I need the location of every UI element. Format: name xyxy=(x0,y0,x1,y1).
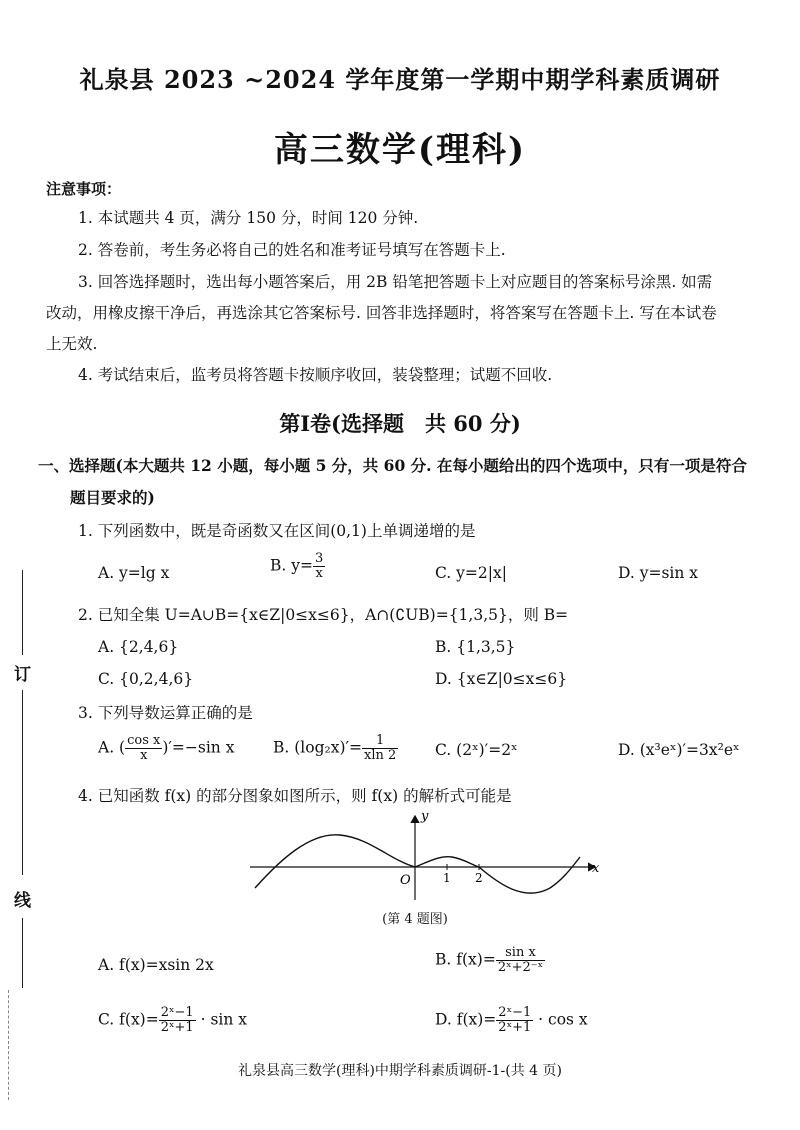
binding-line-middle xyxy=(22,690,23,875)
q3-option-a-prefix: A. ( xyxy=(98,738,126,757)
q4-option-c xyxy=(98,1006,247,1035)
notice-item: 2. 答卷前，考生务必将自己的姓名和准考证号填写在答题卡上. xyxy=(78,241,506,259)
fraction-numerator: 3 xyxy=(315,551,324,566)
fraction-denominator: xln 2 xyxy=(364,748,397,763)
q2-option-d: D. {x∈Z|0≤x≤6} xyxy=(435,670,568,688)
q4-option-b xyxy=(435,946,545,975)
q4-option-b-prefix: B. f(x)= xyxy=(435,950,496,969)
notice-item: 上无效. xyxy=(46,335,98,353)
question-4-stem: 4. 已知函数 f(x) 的部分图象如图所示，则 f(x) 的解析式可能是 xyxy=(78,787,512,805)
q1-option-b-prefix: B. y= xyxy=(270,556,313,575)
section-title: 第Ⅰ卷(选择题 共 60 分) xyxy=(279,411,521,436)
q3-option-b-prefix: B. (log₂x)′= xyxy=(273,738,363,757)
q3-option-c: C. (2ˣ)′=2ˣ xyxy=(435,741,518,759)
q1-option-b xyxy=(270,552,325,581)
origin-label: O xyxy=(400,873,411,888)
notice-heading: 注意事项： xyxy=(46,180,122,198)
q3-option-a-suffix: )′=−sin x xyxy=(162,738,235,757)
q4-option-c-prefix: C. f(x)= xyxy=(98,1010,159,1029)
section-intro: 一、选择题(本大题共 12 小题，每小题 5 分，共 60 分. 在每小题给出的四个选项中，只有一项是符合 xyxy=(38,456,747,475)
binding-line-bottom xyxy=(22,918,23,988)
q1-option-a: A. y=lg x xyxy=(98,564,170,582)
fraction-denominator: 2ˣ+1 xyxy=(160,1020,194,1035)
q3-option-a xyxy=(98,734,234,763)
fraction-numerator: 1 xyxy=(362,734,398,749)
q4-option-d-fraction xyxy=(496,1006,533,1035)
q2-option-b: B. {1,3,5} xyxy=(435,638,516,656)
q4-option-d-suffix: · cos x xyxy=(533,1010,588,1029)
q1-option-b-fraction xyxy=(313,552,325,581)
question-2-stem: 2. 已知全集 U=A∪B={x∈Z|0≤x≤6}，A∩(∁UB)={1,3,5}，则 B= xyxy=(78,606,569,624)
q4-option-c-suffix: · sin x xyxy=(195,1010,248,1029)
binding-line-top xyxy=(22,570,23,655)
cut-line xyxy=(8,990,9,1100)
y-axis-label: y xyxy=(421,810,429,824)
fraction-denominator: x xyxy=(140,748,148,763)
section-intro-cont: 题目要求的) xyxy=(70,488,155,507)
q3-option-d: D. (x³eˣ)′=3x²eˣ xyxy=(618,741,740,759)
exam-title: 礼泉县 2023 ~2024 学年度第一学期中期学科素质调研 xyxy=(79,65,721,94)
fraction-denominator: 2ˣ+2⁻ˣ xyxy=(497,960,544,975)
fraction-numerator: 2ˣ−1 xyxy=(160,1005,194,1020)
q4-option-d-prefix: D. f(x)= xyxy=(435,1010,497,1029)
binding-char-ding: 订 xyxy=(14,665,31,685)
notice-item: 改动，用橡皮擦干净后，再选涂其它答案标号. 回答非选择题时，将答案写在答题卡上. 写在本试卷 xyxy=(46,304,717,322)
q2-option-a: A. {2,4,6} xyxy=(98,638,179,656)
q1-option-d: D. y=sin x xyxy=(618,564,699,582)
q4-option-a: A. f(x)=xsin 2x xyxy=(98,956,214,974)
fraction-numerator: cos x xyxy=(127,733,161,748)
q4-option-c-fraction xyxy=(159,1006,196,1035)
q4-option-d xyxy=(435,1006,588,1035)
fraction-numerator: sin x xyxy=(496,946,545,961)
fraction-denominator: 2ˣ+1 xyxy=(498,1020,532,1035)
question-1-stem: 1. 下列函数中，既是奇函数又在区间(0,1)上单调递增的是 xyxy=(78,522,476,540)
q2-option-c: C. {0,2,4,6} xyxy=(98,670,194,688)
notice-item: 1. 本试题共 4 页，满分 150 分，时间 120 分钟. xyxy=(78,209,419,227)
tick-2-label: 2 xyxy=(475,871,483,885)
function-curve xyxy=(255,835,580,893)
tick-1-label: 1 xyxy=(443,871,451,885)
q3-option-a-fraction xyxy=(125,734,162,763)
x-axis-label: x xyxy=(592,861,600,876)
q4-option-b-fraction xyxy=(496,946,545,975)
notice-item: 3. 回答选择题时，选出每小题答案后，用 2B 铅笔把答题卡上对应题目的答案标号涂黑. 如需 xyxy=(78,273,713,291)
q4-graph xyxy=(240,810,610,905)
question-3-stem: 3. 下列导数运算正确的是 xyxy=(78,704,253,722)
q3-option-b xyxy=(273,734,398,763)
page-footer: 礼泉县高三数学(理科)中期学科素质调研-1-(共 4 页) xyxy=(237,1063,563,1079)
binding-char-xian: 线 xyxy=(14,891,31,911)
figure-caption: (第 4 题图) xyxy=(382,912,448,927)
q1-option-c: C. y=2|x| xyxy=(435,564,507,582)
exam-subtitle: 高三数学(理科) xyxy=(273,130,527,170)
q3-option-b-fraction xyxy=(362,734,398,763)
fraction-numerator: 2ˣ−1 xyxy=(498,1005,532,1020)
fraction-denominator: x xyxy=(315,566,323,581)
notice-item: 4. 考试结束后，监考员将答题卡按顺序收回，装袋整理；试题不回收. xyxy=(78,366,553,384)
